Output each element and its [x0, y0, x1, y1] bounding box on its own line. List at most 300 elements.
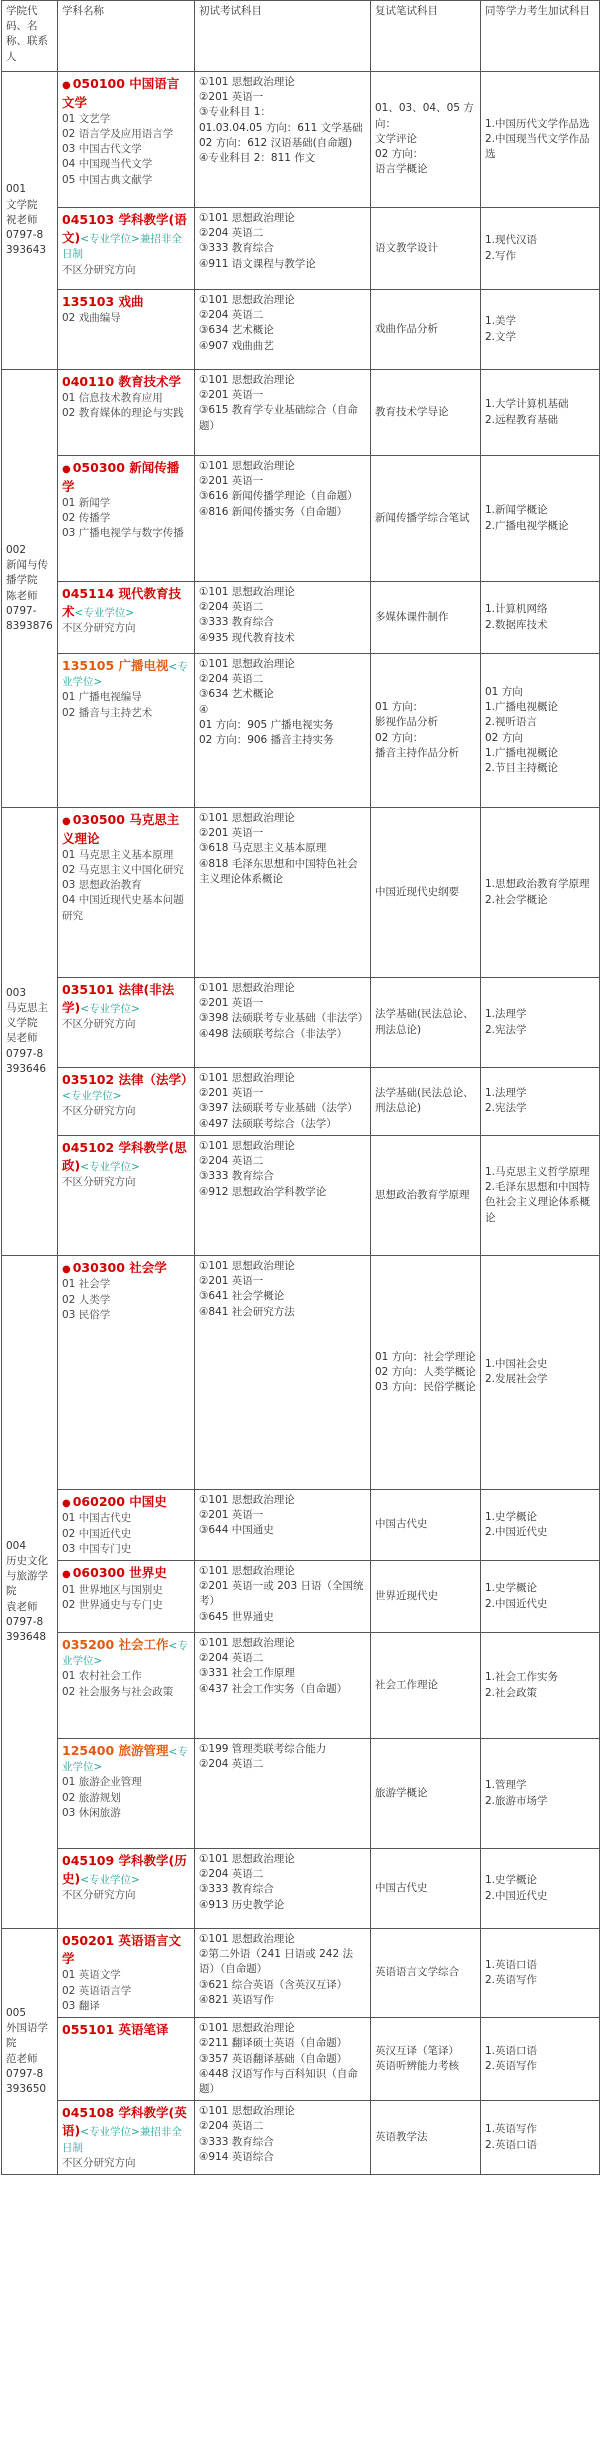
initial-exam-cell	[195, 1068, 371, 1136]
retest-subject: 多媒体课件制作	[375, 610, 449, 623]
research-direction: 03 思想政治教育	[62, 879, 142, 892]
initial-exam-cell	[195, 208, 371, 290]
research-direction: 01 马克思主义基本原理	[62, 848, 174, 861]
retest-exam-cell	[371, 1489, 481, 1560]
exam-subject: ④497 法硕联考综合（法学）	[199, 1117, 337, 1130]
research-direction: 不区分研究方向	[62, 2156, 136, 2169]
extra-subject: 1.史学概论	[485, 1874, 538, 1887]
exam-subject: ④816 新闻传播实务（自命题）	[199, 505, 348, 518]
major-cell	[58, 1068, 195, 1136]
extra-subject: 2.宪法学	[485, 1102, 527, 1115]
retest-subject: 01、03、04、05 方向：	[375, 102, 474, 130]
bullet-icon: ●	[62, 464, 71, 475]
exam-subject: ①101 思想政治理论	[199, 1853, 295, 1866]
major-cell	[58, 456, 195, 582]
major-heading	[62, 1932, 190, 1968]
exam-subject: ②204 英语二	[199, 601, 264, 614]
major-cell	[58, 290, 195, 370]
retest-exam-cell	[371, 1068, 481, 1136]
exam-subject: ④437 社会工作实务（自命题）	[199, 1682, 348, 1695]
retest-exam-cell	[371, 1929, 481, 2018]
extra-subject: 1.计算机网络	[485, 603, 548, 616]
exam-subject: ③634 艺术概论	[199, 688, 274, 701]
major-heading	[62, 1636, 190, 1669]
major-cell	[58, 370, 195, 456]
extra-subject: 2.广播电视学概论	[485, 519, 569, 532]
initial-exam-cell	[195, 1561, 371, 1633]
major-code-name[interactable]: 060300 世界史	[72, 1565, 167, 1581]
retest-subject: 英语教学法	[375, 2131, 428, 2144]
major-code-name[interactable]: 030500 马克思主义理论	[62, 812, 180, 846]
table-row	[2, 2101, 600, 2175]
graduate-catalog-table	[1, 0, 600, 2175]
retest-subject: 01 方向：社会学理论	[375, 1350, 476, 1363]
table-row	[2, 1489, 600, 1560]
exam-subject: ④907 戏曲曲艺	[199, 339, 274, 352]
exam-subject: ①101 思想政治理论	[199, 374, 295, 386]
extra-subject: 1.英语口语	[485, 2044, 538, 2057]
major-heading	[62, 811, 190, 848]
retest-subject: 03 方向：民俗学概论	[375, 1380, 476, 1393]
table-row	[2, 72, 600, 208]
exam-subject: ②204 英语二	[199, 2120, 264, 2133]
table-row	[2, 1929, 600, 2018]
initial-exam-cell	[195, 978, 371, 1068]
retest-subject: 中国古代史	[375, 1518, 428, 1531]
extra-subject: 2.中国现当代文学作品选	[485, 132, 590, 161]
retest-exam-cell	[371, 978, 481, 1068]
retest-subject: 中国古代史	[375, 1881, 428, 1894]
retest-exam-cell	[371, 1255, 481, 1489]
initial-exam-cell	[195, 290, 371, 370]
degree-type-tag: <专业学位>	[62, 661, 188, 689]
table-row	[2, 2018, 600, 2101]
extra-exam-cell	[481, 654, 600, 808]
retest-subject: 世界近现代史	[375, 1589, 438, 1602]
table-row	[2, 208, 600, 290]
retest-exam-cell	[371, 370, 481, 456]
initial-exam-cell	[195, 1929, 371, 2018]
major-heading	[62, 1852, 190, 1888]
table-row	[2, 1561, 600, 1633]
exam-subject: ①101 思想政治理论	[199, 1072, 295, 1084]
retest-exam-cell	[371, 582, 481, 654]
exam-subject: ①101 思想政治理论	[199, 586, 295, 598]
extra-subject: 01 方向	[485, 685, 523, 698]
research-direction: 03 民俗学	[62, 1308, 111, 1321]
dept-line: 袁老师	[6, 1600, 38, 1613]
major-code-name[interactable]: 040110 教育技术学	[62, 374, 182, 389]
exam-subject: ③618 马克思主义基本原理	[199, 842, 327, 855]
extra-subject: 2.中国近代史	[485, 1525, 548, 1538]
research-direction: 01 信息技术教育应用	[62, 392, 163, 405]
bullet-icon: ●	[62, 816, 71, 827]
exam-subject: ④912 思想政治学科教学论	[199, 1185, 327, 1198]
table-header-row	[2, 1, 600, 72]
extra-exam-cell	[481, 1929, 600, 2018]
exam-subject: ④818 毛泽东思想和中国特色社会主义理论体系概论	[199, 857, 358, 885]
retest-subject: 02 方向：人类学概论	[375, 1365, 476, 1378]
extra-subject: 1.美学	[485, 315, 517, 328]
dept-line: 393648	[6, 1631, 47, 1643]
retest-subject: 播音主持作品分析	[375, 746, 459, 759]
research-direction: 02 传播学	[62, 511, 111, 524]
extra-exam-cell	[481, 1135, 600, 1255]
exam-subject: ②204 英语二	[199, 309, 264, 322]
research-direction: 02 人类学	[62, 1293, 111, 1306]
header-major: 学科名称	[58, 1, 195, 72]
research-direction: 01 文艺学	[62, 112, 111, 125]
exam-subject: ③398 法硕联考专业基础（非法学）	[199, 1012, 369, 1025]
extra-subject: 2.社会政策	[485, 1686, 538, 1699]
retest-subject: 语文教学设计	[375, 241, 438, 254]
exam-subject: ②201 英语一	[199, 475, 264, 488]
research-direction: 01 广播电视编导	[62, 691, 142, 704]
dept-line: 002	[6, 543, 27, 556]
major-code-name[interactable]: 135103 戏曲	[62, 294, 144, 309]
exam-subject: ③333 教育综合	[199, 2135, 274, 2148]
major-code-name[interactable]: 035102 法律（法学）	[62, 1072, 194, 1087]
exam-subject: ④	[199, 703, 209, 716]
major-heading	[62, 1071, 194, 1104]
degree-type-tag: <专业学位>兼招非全日制	[62, 233, 182, 261]
exam-subject: ①101 思想政治理论	[199, 1637, 295, 1650]
major-cell	[58, 582, 195, 654]
major-cell	[58, 2018, 195, 2101]
retest-exam-cell	[371, 72, 481, 208]
research-direction: 01 旅游企业管理	[62, 1776, 142, 1789]
initial-exam-cell	[195, 2018, 371, 2101]
retest-subject: 旅游学概论	[375, 1786, 428, 1799]
retest-subject: 语言学概论	[375, 163, 428, 176]
major-heading	[62, 459, 190, 496]
table-row	[2, 582, 600, 654]
major-code-name[interactable]: 045109 学科教学(历史)	[62, 1853, 187, 1887]
extra-subject: 1.法理学	[485, 1008, 527, 1021]
research-direction: 05 中国古典文献学	[62, 173, 153, 186]
retest-subject: 英语听辨能力考核	[375, 2060, 459, 2073]
research-direction: 03 翻译	[62, 1999, 100, 2012]
exam-subject: ③333 教育综合	[199, 1883, 274, 1896]
exam-subject: ①101 思想政治理论	[199, 294, 295, 306]
major-code-name[interactable]: 135105 广播电视	[62, 658, 169, 673]
extra-subject: 2.视听语言	[485, 716, 538, 729]
exam-subject: ④841 社会研究方法	[199, 1305, 295, 1318]
retest-exam-cell	[371, 654, 481, 808]
extra-exam-cell	[481, 1849, 600, 1929]
extra-exam-cell	[481, 978, 600, 1068]
exam-subject: ③634 艺术概论	[199, 324, 274, 337]
extra-subject: 2.毛泽东思想和中国特色社会主义理论体系概论	[485, 1181, 590, 1224]
major-code-name[interactable]: 045114 现代教育技术	[62, 586, 182, 620]
major-code-name[interactable]: 030300 社会学	[72, 1259, 167, 1275]
exam-subject: ③331 社会工作原理	[199, 1667, 295, 1680]
degree-type-tag: <专业学位>	[62, 1746, 188, 1774]
dept-line: 003	[6, 986, 27, 999]
initial-exam-cell	[195, 2101, 371, 2175]
research-direction: 01 社会学	[62, 1278, 111, 1291]
major-code-name[interactable]: 045108 学科教学(英语)	[62, 2105, 187, 2139]
exam-subject: ①199 管理类联考综合能力	[199, 1743, 327, 1756]
major-code-name[interactable]: 055101 英语笔译	[62, 2022, 169, 2038]
retest-subject: 02 方向：	[375, 148, 424, 161]
major-cell	[58, 978, 195, 1068]
retest-subject: 02 方向：	[375, 731, 424, 744]
retest-exam-cell	[371, 1135, 481, 1255]
extra-exam-cell	[481, 808, 600, 978]
exam-subject: ④821 英语写作	[199, 1993, 274, 2006]
dept-line: 004	[6, 1539, 27, 1552]
extra-subject: 2.英语写作	[485, 1974, 538, 1987]
retest-exam-cell	[371, 1633, 481, 1739]
degree-type-tag: <专业学位>	[62, 1640, 188, 1668]
major-heading	[62, 1564, 190, 1583]
exam-subject: ②第二外语（241 日语或 242 法语）（自命题）	[199, 1948, 354, 1976]
dept-cell	[2, 370, 58, 808]
major-cell	[58, 1489, 195, 1560]
extra-subject: 2.写作	[485, 249, 517, 262]
major-code-name[interactable]: 035101 法律(非法学)	[62, 982, 175, 1016]
table-row	[2, 1255, 600, 1489]
retest-subject: 01 方向：	[375, 701, 424, 714]
dept-line: 外国语学院	[6, 2022, 48, 2050]
dept-line: 393643	[6, 244, 47, 257]
degree-type-tag: <专业学位>兼招非全日制	[62, 2126, 182, 2154]
retest-subject: 思想政治教育学原理	[375, 1188, 470, 1201]
dept-cell	[2, 1929, 58, 2175]
major-code-name[interactable]: 050100 中国语言文学	[62, 76, 180, 110]
extra-subject: 2.中国近代史	[485, 1889, 548, 1902]
initial-exam-cell	[195, 808, 371, 978]
retest-exam-cell	[371, 1561, 481, 1633]
dept-line: 0797-8	[6, 1615, 44, 1628]
research-direction: 不区分研究方向	[62, 1889, 136, 1902]
major-cell	[58, 1929, 195, 2018]
dept-line: 0797-	[6, 604, 37, 617]
exam-subject: ③397 法硕联考专业基础（法学）	[199, 1102, 358, 1115]
major-code-name[interactable]: 050300 新闻传播学	[62, 460, 180, 494]
major-heading	[62, 585, 190, 621]
extra-subject: 2.英语写作	[485, 2060, 538, 2073]
major-heading	[62, 1742, 190, 1775]
research-direction: 02 社会服务与社会政策	[62, 1685, 174, 1698]
major-code-name[interactable]: 045103 学科教学(语文)	[62, 212, 187, 246]
extra-subject: 2.节目主持概论	[485, 761, 559, 774]
table-row	[2, 654, 600, 808]
extra-subject: 1.史学概论	[485, 1510, 538, 1523]
table-row	[2, 1135, 600, 1255]
major-heading	[62, 1139, 190, 1175]
bullet-icon: ●	[62, 1263, 71, 1275]
exam-subject: ③专业科目 1：	[199, 106, 271, 119]
extra-subject: 2.远程教育基础	[485, 413, 559, 426]
retest-exam-cell	[371, 2101, 481, 2175]
major-heading	[62, 211, 190, 263]
exam-subject: ①101 思想政治理论	[199, 1493, 295, 1506]
initial-exam-cell	[195, 1849, 371, 1929]
table-row	[2, 808, 600, 978]
table-row	[2, 1068, 600, 1136]
major-cell	[58, 654, 195, 808]
degree-type-tag: <专业学位>	[80, 1161, 140, 1174]
retest-subject: 法学基础(民法总论、刑法总论)	[375, 1087, 474, 1115]
exam-subject: ③621 综合英语（含英汉互译）	[199, 1978, 348, 1991]
exam-subject: ②201 英语一或 203 日语（全国统考）	[199, 1580, 364, 1608]
extra-exam-cell	[481, 2101, 600, 2175]
exam-subject: ③333 教育综合	[199, 242, 274, 255]
research-direction: 01 英语文学	[62, 1969, 121, 1982]
retest-exam-cell	[371, 808, 481, 978]
exam-subject: ②204 英语二	[199, 1652, 264, 1665]
retest-subject: 英语语言文学综合	[375, 1966, 459, 1979]
major-cell	[58, 2101, 195, 2175]
dept-line: 001	[6, 183, 27, 196]
dept-line: 393646	[6, 1062, 47, 1075]
retest-subject: 戏曲作品分析	[375, 322, 438, 335]
retest-subject: 社会工作理论	[375, 1678, 438, 1691]
research-direction: 不区分研究方向	[62, 1176, 136, 1189]
extra-subject: 2.文学	[485, 330, 517, 343]
degree-type-tag: <专业学位>	[80, 1874, 140, 1887]
exam-subject: ③357 英语翻译基础（自命题）	[199, 2052, 348, 2065]
major-cell	[58, 208, 195, 290]
dept-line: 陈老师	[6, 589, 38, 602]
retest-subject: 中国近现代史纲要	[375, 885, 459, 898]
retest-subject: 新闻传播学综合笔试	[375, 511, 470, 524]
exam-subject: ④914 英语综合	[199, 2150, 274, 2163]
research-direction: 03 中国古代文学	[62, 143, 142, 156]
retest-subject: 文学评论	[375, 132, 417, 145]
exam-subject: ③645 世界通史	[199, 1610, 274, 1623]
exam-subject: ②201 英语一	[199, 997, 264, 1010]
exam-subject: ①101 思想政治理论	[199, 812, 295, 824]
research-direction: 02 中国近代史	[62, 1527, 132, 1540]
exam-subject: ①101 思想政治理论	[199, 1933, 295, 1946]
header-initial-exam: 初试考试科目	[195, 1, 371, 72]
dept-cell	[2, 808, 58, 1256]
major-cell	[58, 1739, 195, 1849]
exam-subject: ②204 英语二	[199, 673, 264, 686]
table-body	[2, 72, 600, 2175]
exam-subject: ①101 思想政治理论	[199, 2105, 295, 2118]
extra-subject: 2.宪法学	[485, 1023, 527, 1036]
research-direction: 不区分研究方向	[62, 1105, 136, 1118]
exam-subject: ③616 新闻传播学理论（自命题）	[199, 490, 358, 503]
extra-subject: 2.中国近代史	[485, 1597, 548, 1610]
dept-line: 祝老师	[6, 213, 38, 226]
exam-subject: ②211 翻译硕士英语（自命题）	[199, 2037, 348, 2050]
research-direction: 03 广播电视学与数字传播	[62, 527, 184, 540]
major-heading	[62, 293, 190, 311]
research-direction: 02 教育媒体的理论与实践	[62, 407, 184, 420]
major-cell	[58, 72, 195, 208]
exam-subject: ④935 现代教育技术	[199, 631, 295, 644]
major-code-name[interactable]: 045102 学科教学(思政)	[62, 1139, 187, 1174]
extra-subject: 1.思想政治教育学原理	[485, 878, 590, 891]
exam-subject: ①101 思想政治理论	[199, 2022, 295, 2035]
exam-subject: ①101 思想政治理论	[199, 1565, 295, 1578]
exam-subject: ③641 社会学概论	[199, 1290, 285, 1303]
header-retest-exam: 复试笔试科目	[371, 1, 481, 72]
major-code-name[interactable]: 035200 社会工作	[62, 1637, 169, 1653]
extra-exam-cell	[481, 1633, 600, 1739]
major-cell	[58, 1255, 195, 1489]
extra-exam-cell	[481, 1561, 600, 1633]
extra-exam-cell	[481, 72, 600, 208]
research-direction: 03 休闲旅游	[62, 1806, 121, 1819]
initial-exam-cell	[195, 1739, 371, 1849]
extra-subject: 2.发展社会学	[485, 1373, 548, 1386]
exam-subject: ②204 英语二	[199, 1868, 264, 1881]
exam-subject: 01.03.04.05 方向：611 文学基础	[199, 121, 363, 134]
extra-subject: 1.史学概论	[485, 1582, 538, 1595]
exam-subject: 02 方向：906 播音主持实务	[199, 734, 334, 747]
bullet-icon: ●	[62, 1569, 71, 1581]
research-direction: 01 农村社会工作	[62, 1670, 142, 1683]
retest-exam-cell	[371, 1739, 481, 1849]
header-dept: 学院代码、名称、联系人	[2, 1, 58, 72]
research-direction: 不区分研究方向	[62, 1018, 136, 1031]
degree-type-tag: <专业学位>	[62, 1090, 122, 1103]
exam-subject: ③644 中国通史	[199, 1524, 274, 1537]
research-direction: 02 旅游规划	[62, 1791, 121, 1804]
extra-exam-cell	[481, 1739, 600, 1849]
exam-subject: ①101 思想政治理论	[199, 460, 295, 472]
extra-exam-cell	[481, 1068, 600, 1136]
extra-subject: 2.旅游市场学	[485, 1794, 548, 1807]
dept-line: 吴老师	[6, 1032, 38, 1045]
exam-subject: ①101 思想政治理论	[199, 1259, 295, 1272]
extra-subject: 2.英语口语	[485, 2138, 538, 2151]
dept-line: 历史文化与旅游学院	[6, 1554, 48, 1598]
bullet-icon: ●	[62, 80, 71, 91]
dept-line: 0797-8	[6, 2067, 44, 2080]
retest-exam-cell	[371, 208, 481, 290]
exam-subject: ②201 英语一	[199, 827, 264, 840]
major-cell	[58, 1135, 195, 1255]
major-cell	[58, 1633, 195, 1739]
dept-line: 005	[6, 2006, 27, 2019]
table-row	[2, 370, 600, 456]
major-code-name[interactable]: 050201 英语语言文学	[62, 1933, 182, 1967]
exam-subject: ②201 英语一	[199, 1087, 264, 1100]
dept-line: 新闻与传播学院	[6, 559, 48, 587]
major-heading	[62, 981, 190, 1017]
major-heading	[62, 657, 190, 690]
extra-subject: 2.数据库技术	[485, 618, 548, 631]
bullet-icon: ●	[62, 1497, 71, 1509]
research-direction: 不区分研究方向	[62, 263, 136, 276]
degree-type-tag: <专业学位>	[74, 607, 135, 620]
initial-exam-cell	[195, 456, 371, 582]
exam-subject: ③333 教育综合	[199, 1170, 274, 1183]
initial-exam-cell	[195, 1135, 371, 1255]
extra-exam-cell	[481, 208, 600, 290]
dept-line: 0797-8	[6, 229, 44, 242]
table-row	[2, 1739, 600, 1849]
dept-cell	[2, 1255, 58, 1928]
header-extra-exam: 同等学力考生加试科目	[481, 1, 600, 72]
extra-exam-cell	[481, 582, 600, 654]
extra-subject: 1.新闻学概论	[485, 504, 548, 517]
major-code-name[interactable]: 125400 旅游管理	[62, 1743, 169, 1759]
table-row	[2, 290, 600, 370]
retest-subject: 教育技术学导论	[375, 405, 449, 418]
extra-subject: 1.广播电视概论	[485, 746, 559, 759]
dept-line: 文学院	[6, 198, 38, 211]
table-row	[2, 978, 600, 1068]
major-code-name[interactable]: 060200 中国史	[72, 1493, 167, 1509]
